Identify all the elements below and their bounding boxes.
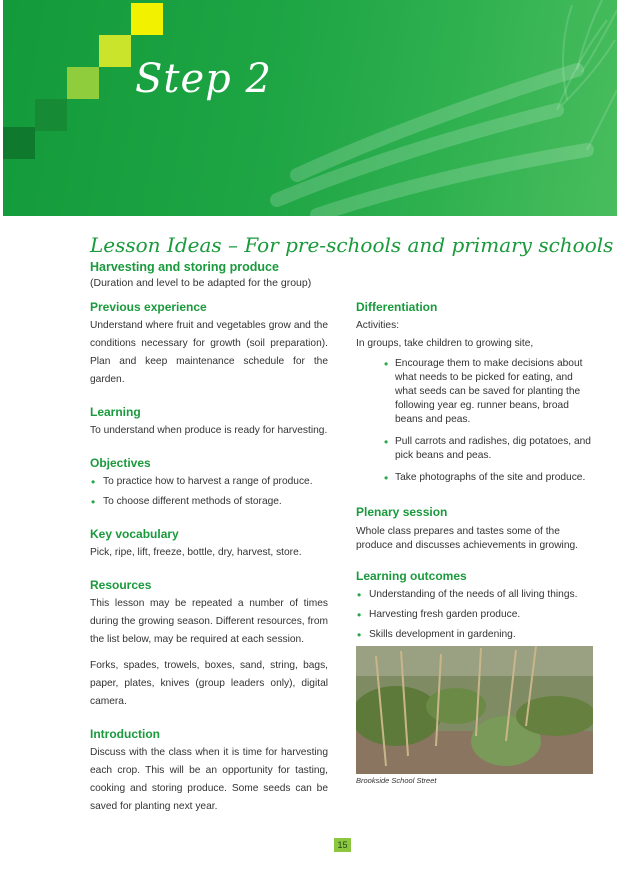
section-heading: Learning outcomes — [356, 569, 467, 583]
lesson-title: Harvesting and storing produce — [90, 260, 279, 274]
section-heading: Previous experience — [90, 300, 207, 314]
left-column — [90, 298, 328, 830]
lesson-note: (Duration and level to be adapted for the group) — [90, 277, 312, 289]
section-text: To understand when produce is ready for harvesting. — [90, 425, 328, 436]
section-heading: Key vocabulary — [90, 527, 179, 541]
right-column — [356, 298, 594, 658]
section-text: Discuss with the class when it is time for harvesting each crop. This will be an opportunity for tasting, cooking and storing produce. Some seeds can be saved for planting next year. — [90, 747, 328, 812]
lesson-ideas-heading: Lesson Ideas – For pre-schools and primary schools — [90, 233, 614, 257]
list-item: • To choose different methods of storage. — [90, 493, 328, 511]
decor-square — [3, 127, 35, 159]
decor-square — [67, 67, 99, 99]
section-heading: Introduction — [90, 727, 160, 741]
section-heading: Learning — [90, 405, 141, 419]
objectives-list — [90, 473, 328, 511]
garden-photo — [356, 646, 593, 774]
learning-outcomes-section — [356, 567, 594, 644]
section-text: This lesson may be repeated a number of times during the growing season. Different resources, from the list below, may be required at each session. — [90, 598, 328, 645]
objectives-section — [90, 454, 328, 511]
decor-square — [131, 3, 163, 35]
outcomes-list — [356, 586, 594, 644]
list-item: • Pull carrots and radishes, dig potatoes, and pick beans and peas. — [384, 435, 594, 463]
previous-experience-section — [90, 298, 328, 389]
garden-photo-illustration — [356, 646, 593, 774]
list-item: • Encourage them to make decisions about what needs to be picked for eating, and what seeds can be saved for planting the following year eg. runner beans, broad beans and peas. — [384, 357, 594, 427]
page-title: Step 2 — [135, 56, 272, 102]
list-item: • Take photographs of the site and produce. — [384, 471, 594, 485]
list-item: • Understanding of the needs of all living things. — [356, 586, 594, 604]
page-number: 15 — [334, 838, 351, 852]
decor-square — [99, 35, 131, 67]
activities-intro: In groups, take children to growing site, — [356, 338, 534, 349]
header-banner — [3, 0, 617, 216]
learning-section — [90, 403, 328, 440]
section-text: Whole class prepares and tastes some of the produce and discusses achievements in growing. — [356, 526, 578, 551]
resources-section — [90, 576, 328, 711]
plenary-section — [356, 503, 594, 553]
section-heading: Resources — [90, 578, 152, 592]
list-item: • Harvesting fresh garden produce. — [356, 606, 594, 624]
introduction-section — [90, 725, 328, 816]
section-text: Understand where fruit and vegetables grow and the conditions necessary for growth (soil preparation). Plan and keep maintenance schedule for the garden. — [90, 320, 328, 385]
section-text: Pick, ripe, lift, freeze, bottle, dry, harvest, store. — [90, 547, 302, 558]
decor-square — [35, 99, 67, 131]
section-heading: Differentiation — [356, 300, 438, 314]
key-vocabulary-section — [90, 525, 328, 562]
activities-list — [384, 357, 594, 485]
section-text: Forks, spades, trowels, boxes, sand, string, bags, paper, plates, knives (group leaders only), digital camera. — [90, 660, 328, 707]
carrot-illustration — [257, 0, 617, 216]
list-item: • To practice how to harvest a range of produce. — [90, 473, 328, 491]
activities-label: Activities: — [356, 320, 400, 331]
section-heading: Objectives — [90, 456, 151, 470]
list-item: • Skills development in gardening. — [356, 626, 594, 644]
photo-caption: Brookside School Street — [356, 776, 437, 785]
differentiation-section — [356, 298, 594, 485]
section-heading: Plenary session — [356, 505, 448, 519]
